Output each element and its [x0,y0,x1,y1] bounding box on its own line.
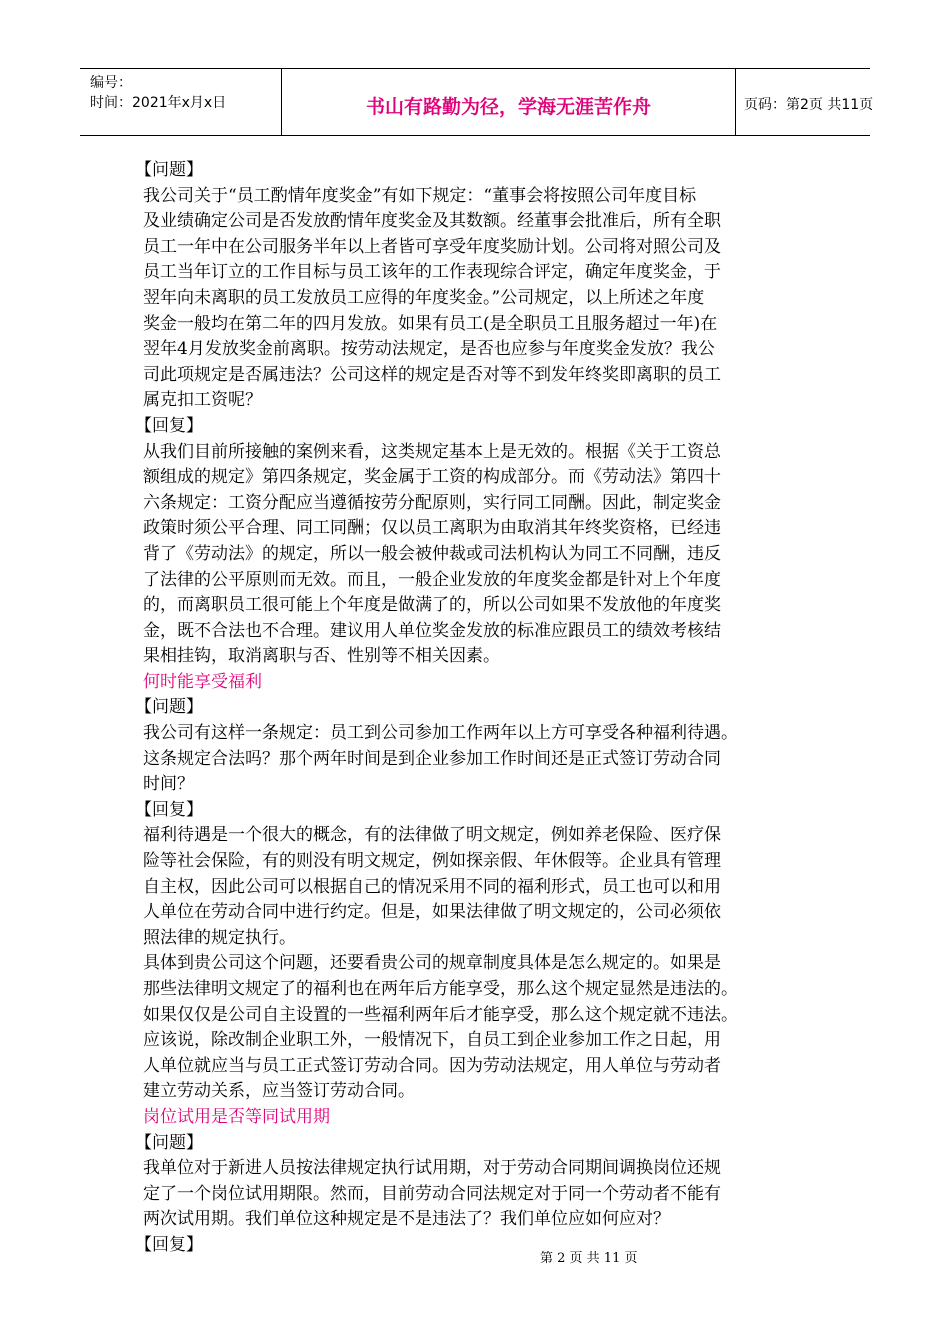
body-line: 如果仅仅是公司自主设置的一些福利两年后才能享受，那么这个规定就不违法。 [143,1004,738,1025]
body-line: 六条规定：工资分配应当遵循按劳分配原则，实行同工同酬。因此，制定奖金 [143,492,721,513]
body-line: 司此项规定是否属违法？公司这样的规定是否对等不到发年终奖即离职的员工 [143,364,721,385]
page-footer: 第 2 页 共 11 页 [540,1251,638,1266]
body-line: 奖金一般均在第二年的四月发放。如果有员工(是全职员工且服务超过一年)在 [143,313,718,334]
qa-tag: 【问题】 [135,697,203,718]
page-header [80,68,874,136]
body-line: 的，而离职员工很可能上个年度是做满了的，所以公司如果不发放他的年度奖 [143,595,721,616]
body-line: 这条规定合法吗？那个两年时间是到企业参加工作时间还是正式签订劳动合同 [143,748,721,769]
body-line: 具体到贵公司这个问题，还要看贵公司的规章制度具体是怎么规定的。如果是 [143,953,721,974]
body-line: 员工一年中在公司服务半年以上者皆可享受年度奖励计划。公司将对照公司及 [143,236,721,257]
body-line: 应该说，除改制企业职工外，一般情况下，自员工到企业参加工作之日起，用 [143,1030,721,1051]
document-number-label: 编号： [90,75,132,91]
body-line: 两次试用期。我们单位这种规定是不是违法了？我们单位应如何应对？ [143,1209,670,1230]
header-motto: 书山有路勤为径，学海无涯苦作舟 [365,96,651,118]
body-line: 我公司关于“员工酌情年度奖金”有如下规定：“董事会将按照公司年度目标 [143,185,697,206]
body-line: 我单位对于新进人员按法律规定执行试用期，对于劳动合同期间调换岗位还规 [143,1158,721,1179]
body-line: 那些法律明文规定了的福利也在两年后方能享受，那么这个规定显然是违法的。 [143,979,738,999]
qa-tag: 【回复】 [135,415,203,436]
body-line: 人单位就应当与员工正式签订劳动合同。因为劳动法规定，用人单位与劳动者 [143,1055,721,1076]
qa-tag: 【问题】 [135,1132,203,1153]
body-line: 定了一个岗位试用期限。然而，目前劳动合同法规定对于同一个劳动者不能有 [143,1183,721,1204]
qa-tag: 【回复】 [135,799,203,820]
header-page-code: 页码：第2页 共11页 [744,97,874,113]
body-line: 时间？ [143,774,194,795]
body-line: 员工当年订立的工作目标与员工该年的工作表现综合评定，确定年度奖金，于 [143,262,721,283]
body-line: 从我们目前所接触的案例来看，这类规定基本上是无效的。根据《关于工资总 [143,441,721,462]
header-motto-cell [282,69,736,135]
body-line: 了法律的公平原则而无效。而且，一般企业发放的年度奖金都是针对上个年度 [143,569,721,590]
body-line: 背了《劳动法》的规定，所以一般会被仲裁或司法机构认为同工不同酬，违反 [143,543,721,564]
body-line: 我公司有这样一条规定：员工到公司参加工作两年以上方可享受各种福利待遇。 [143,723,738,744]
qa-tag: 【回复】 [135,1234,203,1255]
header-info-cell [80,69,282,135]
body-line: 额组成的规定》第四条规定，奖金属于工资的构成部分。而《劳动法》第四十 [143,467,721,488]
body-line: 政策时须公平合理、同工同酬；仅以员工离职为由取消其年终奖资格，已经违 [143,518,721,539]
section-heading: 何时能享受福利 [143,671,262,692]
document-body [135,158,823,1259]
body-line: 建立劳动关系，应当签订劳动合同。 [143,1081,415,1102]
header-page-cell [736,69,874,135]
body-line: 翌年4月发放奖金前离职。按劳动法规定，是否也应参与年度奖金发放？我公 [143,339,715,360]
body-line: 及业绩确定公司是否发放酌情年度奖金及其数额。经董事会批准后，所有全职 [143,211,721,232]
body-line: 翌年向未离职的员工发放员工应得的年度奖金。”公司规定，以上所述之年度 [143,287,705,308]
body-line: 照法律的规定执行。 [143,927,296,948]
body-line: 险等社会保险，有的则没有明文规定，例如探亲假、年休假等。企业具有管理 [143,851,721,872]
body-line: 属克扣工资呢？ [143,390,262,411]
qa-tag: 【问题】 [135,160,203,180]
section-heading: 岗位试用是否等同试用期 [143,1106,330,1127]
body-line: 果相挂钩，取消离职与否、性别等不相关因素。 [143,646,500,667]
body-line: 金，既不合法也不合理。建议用人单位奖金发放的标准应跟员工的绩效考核结 [143,620,721,641]
body-line: 人单位在劳动合同中进行约定。但是，如果法律做了明文规定的，公司必须依 [143,902,721,923]
body-line: 福利待遇是一个很大的概念，有的法律做了明文规定，例如养老保险、医疗保 [143,825,721,846]
document-date-label: 时间：2021年x月x日 [90,95,227,111]
body-line: 自主权，因此公司可以根据自己的情况采用不同的福利形式，员工也可以和用 [143,876,721,897]
